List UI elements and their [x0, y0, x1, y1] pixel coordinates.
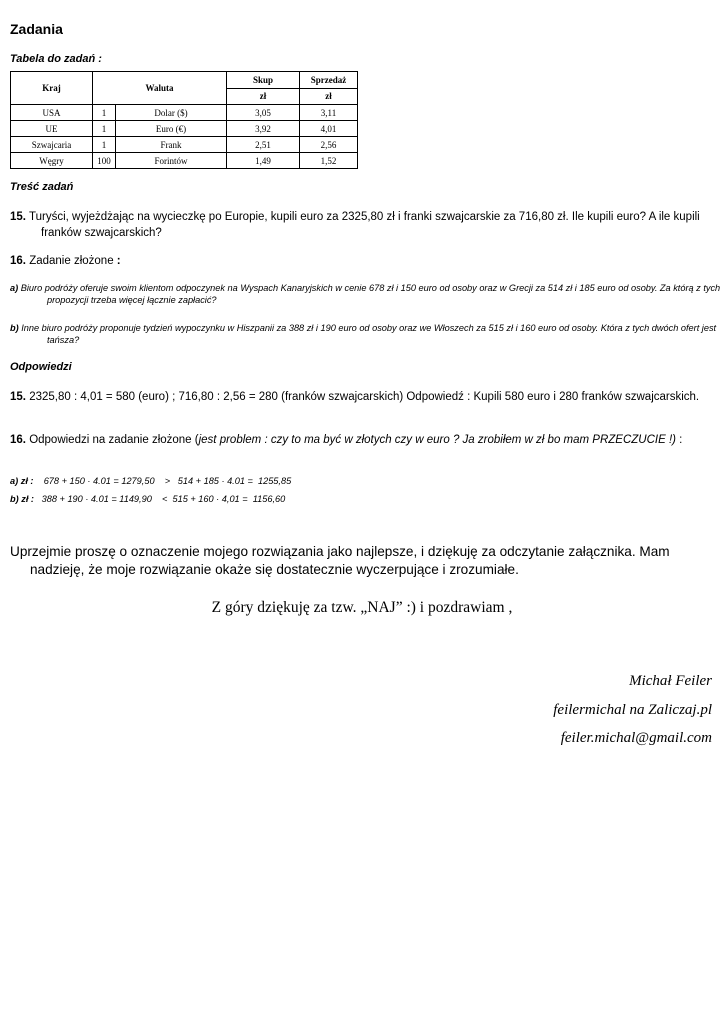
task-16b	[10, 322, 724, 346]
task-number: 16.	[10, 255, 26, 267]
answer-16a	[10, 475, 291, 487]
header-sell-unit: zł	[300, 88, 358, 105]
subtask-label: b)	[10, 323, 19, 333]
exchange-rate-table	[10, 71, 358, 169]
task-text: Turyści, wyjeżdżając na wycieczkę po Europie, kupili euro za 2325,80 zł i franki szwajcarskie za 716,80 zł. Ile kupili euro? A ile kupili franków szwajcarskich?	[29, 211, 700, 239]
signature-nick: feilermichal na Zaliczaj.pl	[553, 702, 712, 718]
cell-buy: 3,05	[227, 105, 300, 121]
signature-email: feiler.michal@gmail.com	[560, 730, 712, 746]
header-buy-unit: zł	[227, 88, 300, 105]
cell-currency: Euro (€)	[116, 121, 227, 137]
signature-name: Michał Feiler	[629, 673, 712, 689]
request-paragraph: Uprzejmie proszę o oznaczenie mojego rozwiązania jako najlepsze, i dziękuję za odczytanie załącznika. Mam nadzieję, że moje rozwiązanie okaże się dostatecznie wyczerpujące i zrozumiałe.	[10, 544, 670, 577]
answer-remark: jest problem : czy to ma być w złotych czy w euro ? Ja zrobiłem w zł bo mam PRZECZUCIE !)	[198, 434, 676, 446]
answer-16	[10, 432, 691, 448]
table-row	[11, 121, 358, 137]
answer-label: a) zł :	[10, 476, 34, 486]
answer-label: b) zł :	[10, 494, 34, 504]
cell-qty: 1	[93, 137, 116, 153]
task-15	[10, 209, 719, 241]
cell-sell: 1,52	[300, 153, 358, 169]
task-16a	[10, 282, 724, 306]
cell-country: USA	[11, 105, 93, 121]
cell-country: UE	[11, 121, 93, 137]
answer-calc: 678 + 150 · 4.01 = 1279,50 > 514 + 185 · 4.01 = 1255,85	[33, 476, 292, 486]
thanks-line: Z góry dziękuję za tzw. „NAJ” :) i pozdrawiam ,	[211, 599, 513, 616]
cell-buy: 2,51	[227, 137, 300, 153]
answer-text: 2325,80 : 4,01 = 580 (euro) ; 716,80 : 2,56 = 280 (franków szwajcarskich) Odpowiedź : Kupili 580 euro i 280 franków szwajcarskich.	[26, 391, 700, 403]
answer-15	[10, 389, 709, 405]
table-row	[11, 105, 358, 121]
answer-end: :	[675, 434, 683, 446]
cell-sell: 3,11	[300, 105, 358, 121]
cell-sell: 2,56	[300, 137, 358, 153]
table-row	[11, 137, 358, 153]
cell-currency: Forintów	[116, 153, 227, 169]
answer-calc: 388 + 190 · 4.01 = 1149,90 < 515 + 160 · 4,01 = 1156,60	[33, 494, 286, 504]
page-title: Zadania	[10, 21, 63, 37]
answer-number: 16.	[10, 434, 26, 446]
cell-buy: 1,49	[227, 153, 300, 169]
cell-sell: 4,01	[300, 121, 358, 137]
cell-country: Węgry	[11, 153, 93, 169]
header-country: Kraj	[11, 72, 93, 105]
cell-country: Szwajcaria	[11, 137, 93, 153]
header-sell: Sprzedaż	[300, 72, 358, 89]
answer-number: 15.	[10, 391, 26, 403]
answers-heading: Odpowiedzi	[10, 361, 72, 373]
table-heading: Tabela do zadań :	[10, 53, 102, 65]
task-16	[10, 253, 121, 269]
cell-currency: Frank	[116, 137, 227, 153]
header-buy: Skup	[227, 72, 300, 89]
cell-qty: 1	[93, 105, 116, 121]
tasks-heading: Treść zadań	[10, 181, 74, 193]
subtask-text: Biuro podróży oferuje swoim klientom odpoczynek na Wyspach Kanaryjskich w cenie 678 zł i 150 euro od osoby oraz w Grecji za 514 zł i 185 euro od osoby. Za którą z tych propozycji trzeba więcej łącznie zapłacić?	[18, 283, 721, 305]
task-number: 15.	[10, 211, 26, 223]
table-row	[11, 153, 358, 169]
answer-text: Odpowiedzi na zadanie złożone (	[26, 434, 199, 446]
subtask-text: Inne biuro podróży proponuje tydzień wypoczynku w Hiszpanii za 388 zł i 190 euro od osoby oraz we Włoszech za 515 zł i 160 euro od osoby. Która z tych dwóch ofert jest tańsza?	[18, 323, 717, 345]
subtask-label: a)	[10, 283, 19, 293]
cell-qty: 1	[93, 121, 116, 137]
cell-currency: Dolar ($)	[116, 105, 227, 121]
header-currency: Waluta	[93, 72, 227, 105]
task-colon: :	[116, 255, 121, 267]
answer-16b	[10, 493, 285, 505]
task-text: Zadanie złożone	[29, 255, 117, 267]
cell-buy: 3,92	[227, 121, 300, 137]
cell-qty: 100	[93, 153, 116, 169]
